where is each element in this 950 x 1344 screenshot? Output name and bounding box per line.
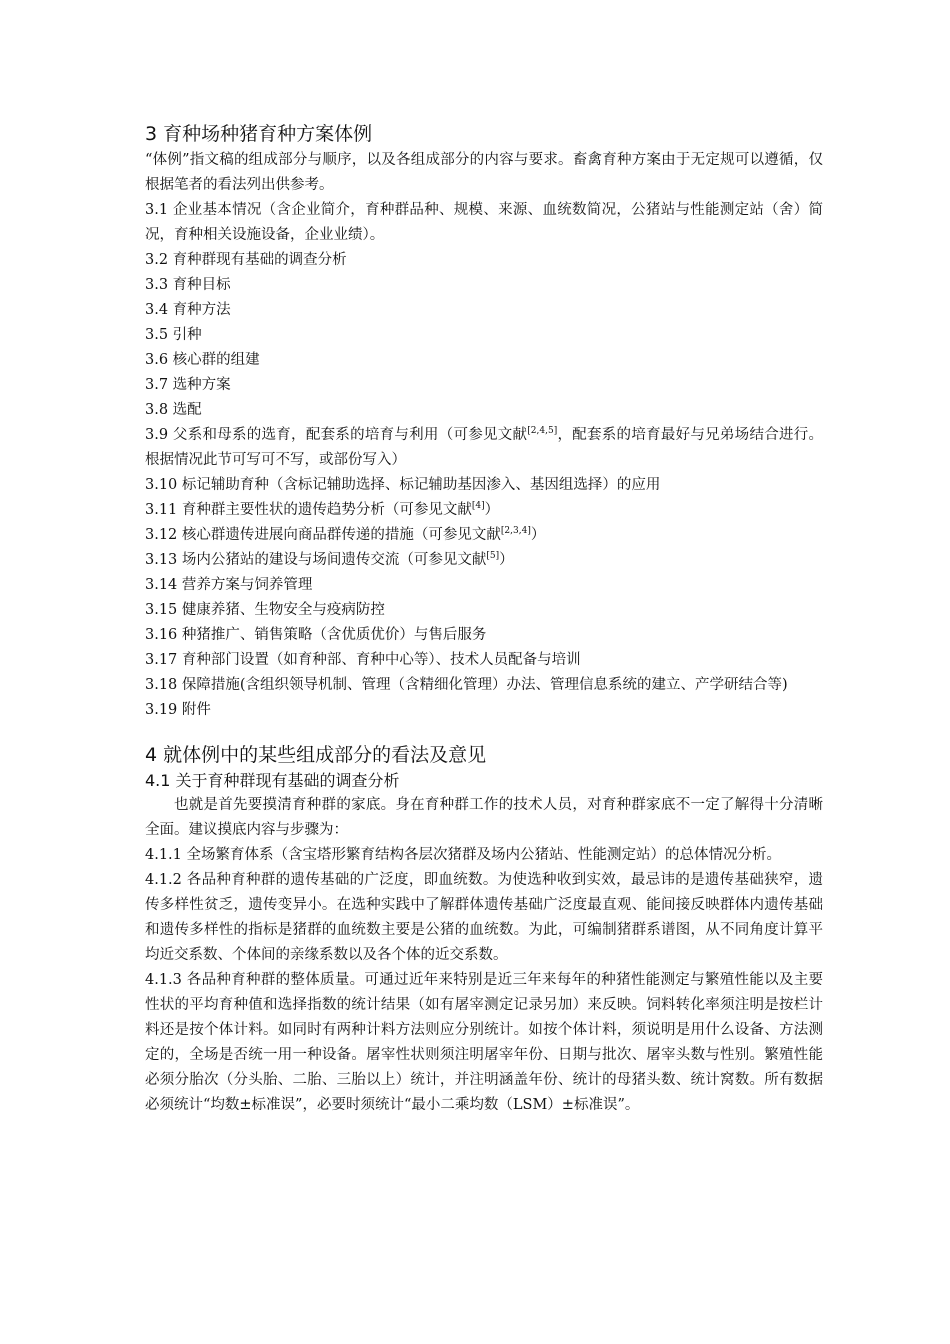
item-3-12-text: 3.12 核心群遗传进展向商品群传递的措施（可参见文献 [145,527,501,543]
item-3-10: 3.10 标记辅助育种（含标记辅助选择、标记辅助基因渗入、基因组选择）的应用 [145,477,661,493]
item-3-11 [145,498,823,523]
section-4-heading: 4 就体例中的某些组成部分的看法及意见 [145,744,487,766]
item-3-11-text-cont: ） [484,502,500,518]
item-3-12-text-cont: ） [530,527,546,543]
item-3-7: 3.7 选种方案 [145,377,231,393]
subsection-4-1-intro: 也就是首先要摸清育种群的家底。身在育种群工作的技术人员，对育种群家底不一定了解得十分清晰全面。建议摸底内容与步骤为： [145,797,823,838]
item-3-14: 3.14 营养方案与饲养管理 [145,577,313,593]
paragraph-4-1-1: 4.1.1 全场繁育体系（含宝塔形繁育结构各层次猪群及场内公猪站、性能测定站）的总体情况分析。 [145,847,781,863]
item-3-13-text: 3.13 场内公猪站的建设与场间遗传交流（可参见文献 [145,552,487,568]
item-3-16: 3.16 种猪推广、销售策略（含优质优价）与售后服务 [145,627,487,643]
item-3-13-text-cont: ） [499,552,514,568]
document-page [145,120,823,1118]
citation-ref: [5] [486,551,500,561]
item-3-8: 3.8 选配 [145,402,202,418]
citation-ref: [4] [471,501,485,511]
subsection-4-1-heading: 4.1 关于育种群现有基础的调查分析 [145,771,400,790]
citation-ref: [2,3,4] [500,526,531,536]
item-3-11-text: 3.11 育种群主要性状的遗传趋势分析（可参见文献 [145,502,472,518]
item-3-12 [145,523,823,548]
item-3-9-text: 3.9 父系和母系的选育，配套系的培育与利用（可参见文献 [145,427,528,443]
item-3-18: 3.18 保障措施(含组织领导机制、管理（含精细化管理）办法、管理信息系统的建立、产学研结合等) [145,677,788,693]
item-3-6: 3.6 核心群的组建 [145,352,260,368]
citation-ref: [2,4,5] [527,426,558,436]
item-3-9 [145,423,823,473]
item-3-17: 3.17 育种部门设置（如育种部、育种中心等）、技术人员配备与培训 [145,652,581,668]
item-3-15: 3.15 健康养猪、生物安全与疫病防控 [145,602,385,618]
item-3-4: 3.4 育种方法 [145,302,231,318]
item-3-9-text-cont: ，配套系的培育最好与兄弟场结合进行。根据情况此节可写可不写，或部份写入） [145,427,824,468]
item-3-2: 3.2 育种群现有基础的调查分析 [145,252,347,268]
paragraph-4-1-2: 4.1.2 各品种育种群的遗传基础的广泛度，即血统数。为使选种收到实效，最忌讳的是遗传基础狭窄，遗传多样性贫乏，遗传变异小。在选种实践中了解群体遗传基础广泛度最直观、能间接反映群体内遗传基础和遗传多样性的指标是猪群的血统数主要是公猪的血统数。为此，可编制猪群系谱图，从不同角度计算平均近交系数、个体间的亲缘系数以及各个体的近交系数。 [145,872,823,963]
item-3-3: 3.3 育种目标 [145,277,231,293]
item-3-5: 3.5 引种 [145,327,202,343]
section-3-heading: 3 育种场种猪育种方案体例 [145,123,373,145]
paragraph-4-1-3: 4.1.3 各品种育种群的整体质量。可通过近年来特别是近三年来每年的种猪性能测定与繁殖性能以及主要性状的平均育种值和选择指数的统计结果（如有屠宰测定记录另加）来反映。饲料转化率须注明是按栏计料还是按个体计料。如同时有两种计料方法则应分别统计。如按个体计料，须说明是用什么设备、方法测定的，全场是否统一用一种设备。屠宰性状则须注明屠宰年份、日期与批次、屠宰头数与性别。繁殖性能必须分胎次（分头胎、二胎、三胎以上）统计，并注明涵盖年份、统计的母猪头数、统计窝数。所有数据必须统计“均数±标准误”，必要时须统计“最小二乘均数（LSM）±标准误”。 [145,972,823,1113]
section-3-intro: “体例”指文稿的组成部分与顺序，以及各组成部分的内容与要求。畜禽育种方案由于无定规可以遵循，仅根据笔者的看法列出供参考。 [145,152,823,193]
item-3-13 [145,548,823,573]
item-3-1: 3.1 企业基本情况（含企业简介，育种群品种、规模、来源、血统数简况，公猪站与性能测定站（舍）简况，育种相关设施设备，企业业绩）。 [145,202,823,243]
item-3-19: 3.19 附件 [145,702,211,718]
